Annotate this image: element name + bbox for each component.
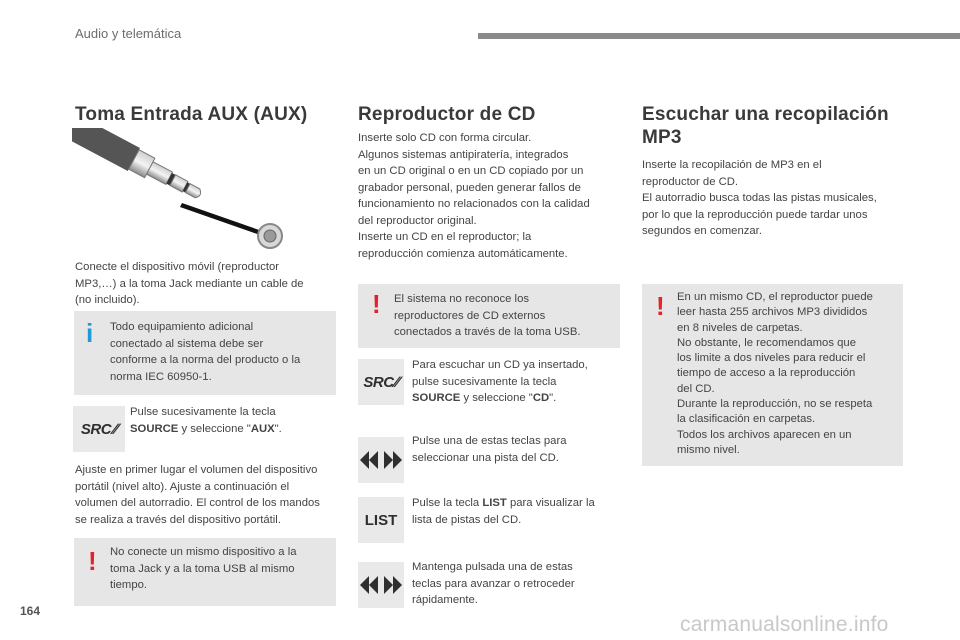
warning-box-jack-usb: ! No conecte un mismo dispositivo a la toma Jack y a la toma USB al mismo tiempo. bbox=[74, 538, 336, 606]
cd-track-instruction: Pulse una de estas teclas para seleccionar una pista del CD. bbox=[412, 435, 567, 464]
info-box-standard: i Todo equipamiento adicional conectado al sistema debe ser conforme a la norma del producto o la norma IEC 60950-1. bbox=[74, 311, 336, 395]
watermark: carmanualsonline.info bbox=[680, 613, 889, 636]
track-seek-keys-icon bbox=[358, 437, 404, 483]
cd-list-instruction: Pulse la tecla LIST para visualizar la lista de pistas del CD. bbox=[412, 497, 595, 526]
mp3-intro: Inserte la recopilación de MP3 en el reproductor de CD. El autorradio busca todas las pistas musicales, por lo que la reproducción puede tardar unos segundos en comenzar. bbox=[642, 159, 877, 237]
cd-intro: Inserte solo CD con forma circular. Algunos sistemas antipiratería, integrados en un CD original o en un CD copiado por un grabador personal, pueden generar fallos de funcionamiento no relacionados con la calidad del reproductor original. Inserte un CD en el reproductor; la reproducción comienza automáticamente. bbox=[358, 132, 590, 260]
warning-box-usb-cd: ! El sistema no reconoce los reproductores de CD externos conectados a través de la toma USB. bbox=[358, 284, 620, 348]
cd-src-instruction: Para escuchar un CD ya insertado, pulse sucesivamente la tecla SOURCE y seleccione "CD". bbox=[412, 359, 588, 404]
warning-box-mp3: ! En un mismo CD, el reproductor puede leer hasta 255 archivos MP3 divididos en 8 niveles de carpetas. No obstante, le recomendamos que los limite a dos niveles para reducir el tiempo de acceso a la reproducción del CD. Durante la reproducción, no se respeta la clasificación en carpetas. Todos los archivos aparecen en un mismo nivel. bbox=[642, 284, 903, 466]
warning-icon: ! bbox=[372, 289, 381, 319]
aux-volume-note: Ajuste en primer lugar el volumen del dispositivo portátil (nivel alto). Ajuste a continuación el volumen del autorradio. El control de los mandos se realiza a través del dispositivo portátil. bbox=[75, 464, 320, 526]
aux-intro: Conecte el dispositivo móvil (reproductor MP3,…) a la toma Jack mediante un cable de (no incluido). bbox=[75, 261, 304, 306]
src-key-icon: SRC ∕∕ bbox=[358, 359, 404, 405]
rewind-forward-icon bbox=[359, 575, 403, 595]
header-bar bbox=[478, 33, 960, 39]
list-key-icon: LIST bbox=[358, 497, 404, 543]
mp3-title: Escuchar una recopilación MP3 bbox=[642, 104, 889, 148]
jack-cable-illustration bbox=[72, 128, 292, 253]
info-icon: i bbox=[86, 318, 94, 348]
aux-src-instruction: Pulse sucesivamente la tecla SOURCE y seleccione "AUX". bbox=[130, 406, 282, 435]
warning-icon: ! bbox=[88, 546, 97, 576]
aux-title: Toma Entrada AUX (AUX) bbox=[75, 104, 308, 125]
src-key-icon: SRC ∕∕ bbox=[73, 406, 125, 452]
fast-seek-keys-icon bbox=[358, 562, 404, 608]
prev-next-icon bbox=[359, 450, 403, 470]
page-number: 164 bbox=[20, 604, 41, 618]
cd-title: Reproductor de CD bbox=[358, 104, 536, 125]
section-header: Audio y telemática bbox=[75, 26, 182, 41]
cd-seek-instruction: Mantenga pulsada una de estas teclas para avanzar o retroceder rápidamente. bbox=[412, 561, 575, 606]
warning-icon: ! bbox=[656, 291, 665, 321]
